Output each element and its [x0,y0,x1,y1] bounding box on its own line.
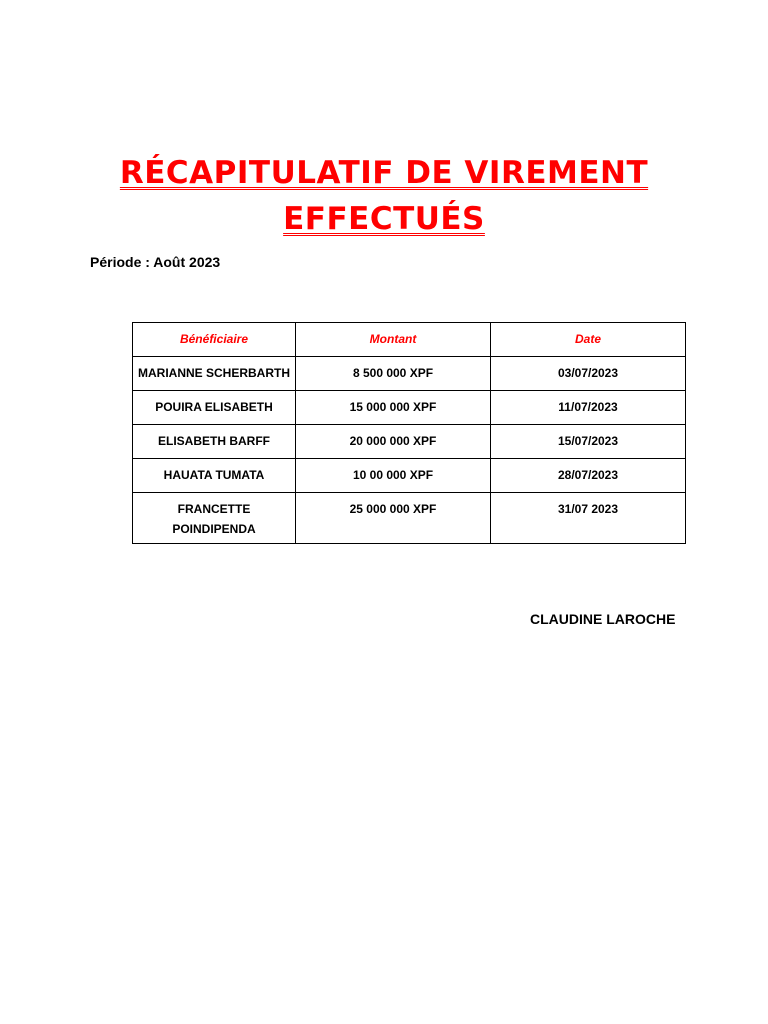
amount-cell: 8 500 000 XPF [296,357,491,391]
beneficiary-cell: ELISABETH BARFF [133,425,296,459]
signature-name: CLAUDINE LAROCHE [530,611,676,627]
date-cell: 11/07/2023 [491,391,686,425]
table-row [133,425,686,459]
beneficiary-cell: FRANCETTE POINDIPENDA [133,493,296,544]
column-header-amount: Montant [296,323,491,357]
date-cell: 31/07 2023 [491,493,686,544]
table-header-row [133,323,686,357]
column-header-date: Date [491,323,686,357]
title-line-2: EFFECTUÉS [283,201,485,237]
date-cell: 03/07/2023 [491,357,686,391]
beneficiary-cell: MARIANNE SCHERBARTH [133,357,296,391]
amount-cell: 10 00 000 XPF [296,459,491,493]
period-label: Période : Août 2023 [90,254,221,270]
table-row [133,459,686,493]
beneficiary-cell: POUIRA ELISABETH [133,391,296,425]
date-cell: 15/07/2023 [491,425,686,459]
amount-cell: 20 000 000 XPF [296,425,491,459]
beneficiary-cell: HAUATA TUMATA [133,459,296,493]
table-row [133,391,686,425]
table-row [133,357,686,391]
amount-cell: 15 000 000 XPF [296,391,491,425]
document-title [0,150,768,242]
transfers-table [132,322,686,544]
column-header-beneficiary: Bénéficiaire [133,323,296,357]
table-row [133,493,686,544]
amount-cell: 25 000 000 XPF [296,493,491,544]
title-line-1: RÉCAPITULATIF DE VIREMENT [119,155,649,191]
date-cell: 28/07/2023 [491,459,686,493]
